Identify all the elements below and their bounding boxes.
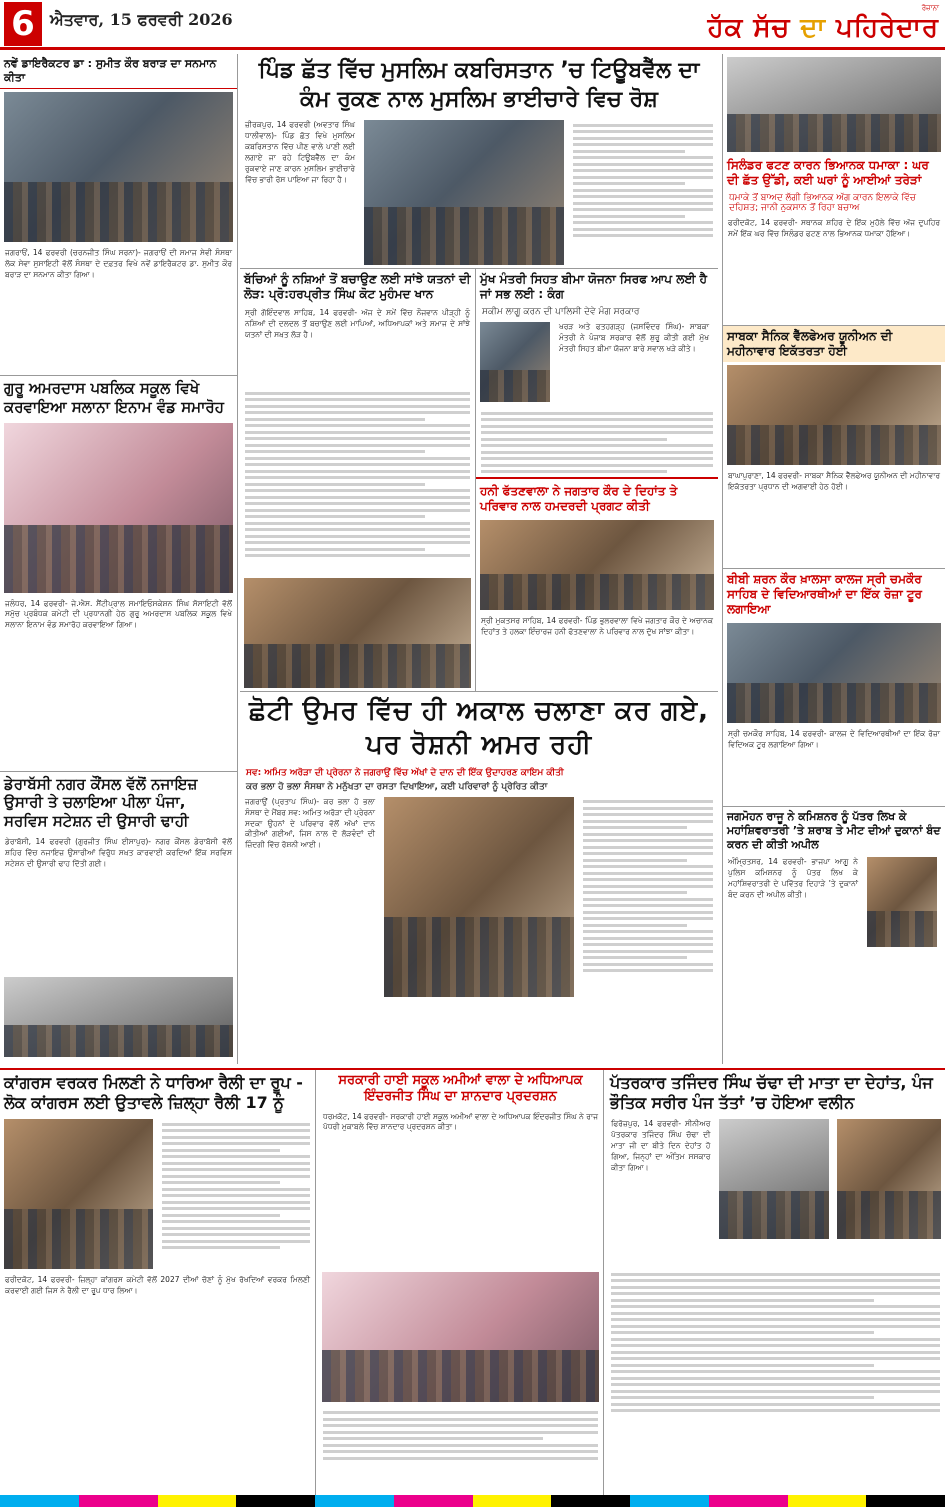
article-body: ਫਿਰੋਜ਼ਪੁਰ, 14 ਫਰਵਰੀ- ਸੀਨੀਅਰ ਪੱਤਰਕਾਰ ਤਜਿੰਦਰ ਸਿੰਘ ਚੱਢਾ ਦੀ ਮਾਤਾ ਜੀ ਦਾ ਬੀਤੇ ਦਿਨ ਦੇਹਾਂਤ ਹੋ ਗਿਆ, ਜਿਨ੍ਹਾਂ ਦਾ ਅੰਤਿਮ ਸਸਕਾਰ ਕੀਤਾ ਗਿਆ। <box>611 1119 711 1172</box>
color-swatch <box>473 1495 552 1507</box>
feature-subheadline-2: ਕਰ ਭਲਾ ਹੋ ਭਲਾ ਸੰਸਥਾ ਨੇ ਮਨੁੱਖਤਾ ਦਾ ਰਸਤਾ ਦਿਖਾਇਆ, ਕਈ ਪਰਿਵਾਰਾਂ ਨੂੰ ਪ੍ਰੇਰਿਤ ਕੀਤਾ <box>246 781 548 792</box>
article-body: ਸ੍ਰੀ ਮੁਕਤਸਰ ਸਾਹਿਬ, 14 ਫਰਵਰੀ- ਪਿੰਡ ਭੁਲਰਵਾਲਾ ਵਿਖੇ ਜਗਤਾਰ ਕੌਰ ਦੇ ਅਚਾਨਕ ਦਿਹਾਂਤ ਤੇ ਹਲਕਾ ਇੰਚਾਰਜ ਹਨੀ ਫੱਤਣਵਾਲਾ ਨੇ ਪਰਿਵਾਰ ਨਾਲ ਦੁੱਖ ਸਾਂਝਾ ਕੀਤਾ। <box>481 616 713 637</box>
article-photo-1 <box>4 1119 153 1269</box>
article-body: ਫਰੀਦਕੋਟ, 14 ਫਰਵਰੀ- ਜ਼ਿਲ੍ਹਾ ਕਾਂਗਰਸ ਕਮੇਟੀ ਵੱਲੋਂ 2027 ਦੀਆਂ ਚੋਣਾਂ ਨੂੰ ਮੁੱਖ ਰੱਖਦਿਆਂ ਵਰਕਰ ਮਿਲਣੀ ਕਰਵਾਈ ਗਈ ਜਿਸ ਨੇ ਰੈਲੀ ਦਾ ਰੂਪ ਧਾਰ ਲਿਆ। <box>5 1275 310 1295</box>
color-swatch <box>709 1495 788 1507</box>
article-teacher-performance <box>318 1070 604 1495</box>
mid-row-2 <box>240 269 718 692</box>
article-headline: ਪੱਤਰਕਾਰ ਤਜਿੰਦਰ ਸਿੰਘ ਚੱਢਾ ਦੀ ਮਾਤਾ ਦਾ ਦੇਹਾਂਤ, ਪੰਜ ਭੌਤਿਕ ਸਰੀਰ ਪੰਜ ਤੱਤਾਂ ’ਚ ਹੋਇਆ ਵਲੀਨ <box>610 1073 933 1112</box>
article-school-prize <box>0 376 237 772</box>
divider <box>476 477 718 479</box>
color-swatch <box>551 1495 630 1507</box>
article-photo <box>727 57 941 152</box>
newspaper-logo <box>708 4 939 44</box>
article-body: ਬਾਘਾਪੁਰਾਣਾ, 14 ਫਰਵਰੀ- ਸਾਬਕਾ ਸੈਨਿਕ ਵੈੱਲਫੇਅਰ ਯੂਨੀਅਨ ਦੀ ਮਹੀਨਾਵਾਰ ਇਕੱਤਰਤਾ ਪ੍ਰਧਾਨ ਦੀ ਅਗਵਾਈ ਹੇਠ ਹੋਈ। <box>728 471 940 491</box>
article-body-continued <box>240 385 475 575</box>
color-swatch <box>394 1495 473 1507</box>
article-photo <box>727 623 941 723</box>
article-body: ਡੇਰਾਬੱਸੀ, 14 ਫਰਵਰੀ (ਗੁਰਜੀਤ ਸਿੰਘ ਈਸਾਪੁਰ)- ਨਗਰ ਕੌਂਸਲ ਡੇਰਾਬੱਸੀ ਵੱਲੋਂ ਸ਼ਹਿਰ ਵਿੱਚ ਨਜਾਇਜ਼ ਉਸਾਰੀਆਂ ਵਿਰੁੱਧ ਸਖ਼ਤ ਕਾਰਵਾਈ ਕਰਦਿਆਂ ਇੱਕ ਸਰਵਿਸ ਸਟੇਸ਼ਨ ਦੀ ਉਸਾਰੀ ਢਾਹ ਦਿੱਤੀ ਗਈ। <box>5 836 232 868</box>
article-body: ਧਰਮਕੋਟ, 14 ਫਰਵਰੀ- ਸਰਕਾਰੀ ਹਾਈ ਸਕੂਲ ਅਮੀਆਂ ਵਾਲਾ ਦੇ ਅਧਿਆਪਕ ਇੰਦਰਜੀਤ ਸਿੰਘ ਨੇ ਰਾਜ ਪੱਧਰੀ ਮੁਕਾਬਲੇ ਵਿੱਚ ਸ਼ਾਨਦਾਰ ਪ੍ਰਦਰਸ਼ਨ ਕੀਤਾ। <box>323 1111 598 1132</box>
article-body: ਅੰਮ੍ਰਿਤਸਰ, 14 ਫਰਵਰੀ- ਭਾਜਪਾ ਆਗੂ ਨੇ ਪੁਲਿਸ ਕਮਿਸ਼ਨਰ ਨੂੰ ਪੱਤਰ ਲਿਖ ਕੇ ਮਹਾਂਸ਼ਿਵਰਾਤਰੀ ਦੇ ਪਵਿੱਤਰ ਦਿਹਾੜੇ ’ਤੇ ਦੁਕਾਨਾਂ ਬੰਦ ਕਰਨ ਦੀ ਅਪੀਲ ਕੀਤੀ। <box>728 857 858 899</box>
article-cylinder-blast <box>723 57 945 326</box>
lead-headline: ਪਿੰਡ ਛੱਤ ਵਿੱਚ ਮੁਸਲਿਮ ਕਬਰਿਸਤਾਨ ’ਚ ਟਿਊਬਵੈੱਲ ਦਾ ਕੰਮ ਰੁਕਣ ਨਾਲ ਮੁਸਲਿਮ ਭਾਈਚਾਰੇ ਵਿਚ ਰੋਸ਼ <box>258 58 700 112</box>
article-director-honour <box>0 54 237 376</box>
color-swatch <box>788 1495 867 1507</box>
article-photo <box>4 92 233 242</box>
logo-part-3: ਪਹਿਰੇਦਾਰ <box>836 13 939 43</box>
article-subheadline: ਧਮਾਕੇ ਤੋਂ ਬਾਅਦ ਲੱਗੀ ਭਿਆਨਕ ਅੱਗ ਕਾਰਨ ਇਲਾਕੇ ਵਿੱਚ ਦਹਿਸ਼ਤ; ਜਾਨੀ ਨੁਕਸਾਨ ਤੋਂ ਰਿਹਾ ਬਚਾਅ <box>729 193 917 213</box>
article-body-continued <box>318 1405 603 1475</box>
article-drugs-awareness <box>240 269 476 691</box>
article-headline: ਜਗਮੋਹਨ ਰਾਜੂ ਨੇ ਕਮਿਸ਼ਨਰ ਨੂੰ ਪੱਤਰ ਲਿਖ ਕੇ ਮਹਾਂਸ਼ਿਵਰਾਤਰੀ ’ਤੇ ਸ਼ਰਾਬ ਤੇ ਮੀਟ ਦੀਆਂ ਦੁਕਾਨਾਂ ਬੰਦ ਕਰਨ ਦੀ ਕੀਤੀ ਅਪੀਲ <box>727 810 941 851</box>
article-photo-bulldozer <box>4 977 233 1057</box>
color-swatch <box>315 1495 394 1507</box>
feature-photo <box>384 797 574 997</box>
article-body: ਖਰੜ ਅਤੇ ਫਤਹਗੜ੍ਹ (ਜਸਵਿੰਦਰ ਸਿੰਘ)- ਸਾਬਕਾ ਮੰਤਰੀ ਨੇ ਪੰਜਾਬ ਸਰਕਾਰ ਵੱਲੋਂ ਸ਼ੁਰੂ ਕੀਤੀ ਗਈ ਮੁੱਖ ਮੰਤਰੀ ਸਿਹਤ ਬੀਮਾ ਯੋਜਨਾ ਬਾਰੇ ਸਵਾਲ ਖੜੇ ਕੀਤੇ। <box>559 322 709 353</box>
article-illegal-construction <box>0 772 237 1057</box>
article-photo <box>4 423 233 593</box>
article-body-continued <box>476 405 718 475</box>
article-body: ਸ੍ਰੀ ਗੋਇੰਦਵਾਲ ਸਾਹਿਬ, 14 ਫਰਵਰੀ- ਅੱਜ ਦੇ ਸਮੇਂ ਵਿੱਚ ਨੌਜਵਾਨ ਪੀੜ੍ਹੀ ਨੂੰ ਨਸ਼ਿਆਂ ਦੀ ਦਲਦਲ ਤੋਂ ਬਚਾਉਣ ਲਈ ਮਾਪਿਆਂ, ਅਧਿਆਪਕਾਂ ਅਤੇ ਸਮਾਜ ਦੇ ਸਾਂਝੇ ਯਤਨਾਂ ਦੀ ਸਖ਼ਤ ਲੋੜ ਹੈ। <box>245 308 470 339</box>
lead-body: ਜ਼ੀਰਕਪੁਰ, 14 ਫਰਵਰੀ (ਅਵਤਾਰ ਸਿੰਘ ਧਾਲੀਵਾਲ)- ਪਿੰਡ ਛੱਤ ਵਿਖੇ ਮੁਸਲਿਮ ਕਬਰਿਸਤਾਨ ਵਿੱਚ ਪੀਣ ਵਾਲੇ ਪਾਣੀ ਲਈ ਲਗਾਏ ਜਾ ਰਹੇ ਟਿਊਬਵੈੱਲ ਦਾ ਕੰਮ ਰੁਕਵਾਏ ਜਾਣ ਕਾਰਨ ਮੁਸਲਿਮ ਭਾਈਚਾਰੇ ਵਿੱਚ ਭਾਰੀ ਰੋਸ ਪਾਇਆ ਜਾ ਰਿਹਾ ਹੈ। <box>245 120 355 184</box>
article-journalist-mother <box>606 1070 945 1495</box>
right-column <box>722 54 945 1064</box>
article-body: ਫਰੀਦਕੋਟ, 14 ਫਰਵਰੀ- ਸਥਾਨਕ ਸ਼ਹਿਰ ਦੇ ਇੱਕ ਮੁਹੱਲੇ ਵਿੱਚ ਅੱਜ ਦੁਪਹਿਰ ਸਮੇਂ ਇੱਕ ਘਰ ਵਿੱਚ ਸਿਲੰਡਰ ਫਟਣ ਨਾਲ ਭਿਆਨਕ ਧਮਾਕਾ ਹੋਇਆ। <box>728 218 940 238</box>
feature-body-continued <box>578 794 718 999</box>
article-headline: ਸਰਕਾਰੀ ਹਾਈ ਸਕੂਲ ਅਮੀਆਂ ਵਾਲਾ ਦੇ ਅਧਿਆਪਕ ਇੰਦਰਜੀਤ ਸਿੰਘ ਦਾ ਸ਼ਾਨਦਾਰ ਪ੍ਰਦਰਸ਼ਨ <box>338 1073 583 1105</box>
article-headline: ਬੀਬੀ ਸ਼ਰਨ ਕੌਰ ਖ਼ਾਲਸਾ ਕਾਲਜ ਸ੍ਰੀ ਚਮਕੌਰ ਸਾਹਿਬ ਦੇ ਵਿਦਿਆਰਥੀਆਂ ਦਾ ਇੱਕ ਰੋਜ਼ਾ ਟੂਰ ਲਗਾਇਆ <box>727 572 922 616</box>
article-photo-2 <box>837 1119 941 1239</box>
logo-part-1: ਹੱਕ ਸੱਚ <box>707 13 791 43</box>
article-headline: ਸਾਬਕਾ ਸੈਨਿਕ ਵੈੱਲਫੇਅਰ ਯੂਨੀਅਨ ਦੀ ਮਹੀਨਾਵਾਰ ਇਕੱਤਰਤਾ ਹੋਈ <box>723 326 945 362</box>
article-ex-servicemen <box>723 326 945 569</box>
article-body-continued <box>157 1116 316 1266</box>
portrait-photo <box>480 322 550 402</box>
article-headline: ਕਾਂਗਰਸ ਵਰਕਰ ਮਿਲਣੀ ਨੇ ਧਾਰਿਆ ਰੈਲੀ ਦਾ ਰੂਪ - ਲੋਕ ਕਾਂਗਰਸ ਲਈ ਉਤਾਵਲੇ ਜ਼ਿਲ੍ਹਾ ਰੈਲੀ 17 ਨੂੰ <box>4 1073 303 1112</box>
color-swatch <box>236 1495 315 1507</box>
article-headline: ਗੁਰੂ ਅਮਰਦਾਸ ਪਬਲਿਕ ਸਕੂਲ ਵਿਖੇ ਕਰਵਾਇਆ ਸਲਾਨਾ ਇਨਾਮ ਵੰਡ ਸਮਾਰੋਹ <box>4 379 224 416</box>
issue-date: ਐਤਵਾਰ, 15 ਫਰਵਰੀ 2026 <box>50 10 233 29</box>
article-body: ਸ੍ਰੀ ਚਮਕੌਰ ਸਾਹਿਬ, 14 ਫਰਵਰੀ- ਕਾਲਜ ਦੇ ਵਿਦਿਆਰਥੀਆਂ ਦਾ ਇੱਕ ਰੋਜ਼ਾ ਵਿਦਿਅਕ ਟੂਰ ਲਗਾਇਆ ਗਿਆ। <box>728 729 940 749</box>
color-swatch <box>158 1495 237 1507</box>
bottom-band <box>0 1068 945 1493</box>
print-color-bar <box>0 1495 945 1507</box>
article-subheadline: ਸਕੀਮ ਲਾਗੂ ਕਰਨ ਦੀ ਪਾਲਿਸੀ ਦੇਵੇ ਮੰਗ ਸਰਕਾਰ <box>482 307 640 318</box>
middle-column <box>240 54 718 1064</box>
lead-body-continued <box>568 117 718 267</box>
logo-wordmark <box>708 13 939 44</box>
article-photo <box>244 578 471 688</box>
portrait-photo <box>867 857 937 947</box>
article-eye-donation <box>240 692 718 1000</box>
article-headline: ਡੇਰਾਬੱਸੀ ਨਗਰ ਕੌਂਸਲ ਵੱਲੋਂ ਨਜਾਇਜ਼ ਉਸਾਰੀ ਤੇ ਚਲਾਇਆ ਪੀਲਾ ਪੰਜਾ, ਸਰਵਿਸ ਸਟੇਸ਼ਨ ਦੀ ਉਸਾਰੀ ਢਾਹੀ <box>4 774 198 830</box>
page-number: 6 <box>4 2 42 46</box>
article-body: ਜਲੰਧਰ, 14 ਫਰਵਰੀ- ਜੇ.ਐਸ. ਸੈਂਟੀਪ੍ਰਾਲ ਸਮਾਇਓਸਕੇਸ਼ਨ ਸਿੰਘ ਸੋਸਾਇਟੀ ਵੱਲੋਂ ਸਮੁੱਚ ਪ੍ਰਬੰਧਕ ਕਮੇਟੀ ਦੀ ਪ੍ਰਧਾਨਗੀ ਹੇਠ ਗੁਰੂ ਅਮਰਦਾਸ ਪਬਲਿਕ ਸਕੂਲ ਵਿਖੇ ਸਲਾਨਾ ਇਨਾਮ ਵੰਡ ਸਮਾਰੋਹ ਕਰਵਾਇਆ ਗਿਆ। <box>5 598 232 630</box>
color-swatch <box>79 1495 158 1507</box>
article-shivratri-appeal <box>723 807 945 974</box>
article-congress-rally <box>0 1070 316 1495</box>
logo-part-2: ਦਾ <box>800 13 826 43</box>
article-photo-1 <box>719 1119 828 1239</box>
left-column <box>0 54 238 1064</box>
color-swatch <box>630 1495 709 1507</box>
article-kicker: ਨਵੇਂ ਡਾਇਰੈਕਟਰ ਡਾ : ਸੁਮੀਤ ਕੌਰ ਬਰਾੜ ਦਾ ਸਨਮਾਨ ਕੀਤਾ <box>0 54 237 89</box>
article-photo <box>322 1272 599 1402</box>
color-swatch <box>0 1495 79 1507</box>
article-lead-tubewell <box>240 54 718 269</box>
article-photo <box>480 520 714 610</box>
feature-body: ਜਗਰਾਉਂ (ਪ੍ਰਤਾਪ ਸਿੰਘ)- ਕਰ ਭਲਾ ਹੋ ਭਲਾ ਸੰਸਥਾ ਦੇ ਮੈਂਬਰ ਸਵ: ਅਮਿਤ ਅਰੋੜਾ ਦੀ ਪ੍ਰੇਰਨਾ ਸਦਕਾ ਉਹਨਾਂ ਦੇ ਪਰਿਵਾਰ ਵੱਲੋਂ ਅੱਖਾਂ ਦਾਨ ਕੀਤੀਆਂ ਗਈਆਂ, ਜਿਸ ਨਾਲ ਦੋ ਲੋੜਵੰਦਾਂ ਦੀ ਜ਼ਿੰਦਗੀ ਵਿੱਚ ਰੋਸ਼ਨੀ ਆਈ। <box>245 796 375 850</box>
logo-tagline: ਰੋਜ਼ਾਨਾ <box>921 4 939 12</box>
article-body: ਜਗਰਾਓਂ, 14 ਫਰਵਰੀ (ਚਰਨਜੀਤ ਸਿੰਘ ਸਰਨਾ)- ਜਗਰਾਓਂ ਦੀ ਸਮਾਜ ਸੇਵੀ ਸੰਸਥਾ ਲੋਕ ਸੇਵਾ ਸੁਸਾਇਟੀ ਵੱਲੋਂ ਸੰਸਥਾ ਦੇ ਦਫ਼ਤਰ ਵਿਖੇ ਨਵੇਂ ਡਾਇਰੈਕਟਰ ਡਾ. ਸੁਮੀਤ ਕੌਰ ਬਰਾੜ ਦਾ ਸਨਮਾਨ ਕੀਤਾ ਗਿਆ। <box>5 248 232 279</box>
lead-photo <box>364 120 564 265</box>
article-headline: ਸਿਲੰਡਰ ਫਟਣ ਕਾਰਨ ਭਿਆਨਕ ਧਮਾਕਾ : ਘਰ ਦੀ ਛੱਤ ਉੱਡੀ, ਕਈ ਘਰਾਂ ਨੂੰ ਆਈਆਂ ਤਰੇੜਾਂ <box>727 158 929 187</box>
article-health-scheme <box>476 269 718 691</box>
feature-subheadline-1: ਸਵ: ਅਮਿਤ ਅਰੋੜਾ ਦੀ ਪ੍ਰੇਰਨਾ ਨੇ ਜਗਰਾਉਂ ਵਿੱਚ ਅੱਖਾਂ ਦੇ ਦਾਨ ਦੀ ਇੱਕ ਉਦਾਹਰਣ ਕਾਇਮ ਕੀਤੀ <box>246 767 564 778</box>
article-photo <box>727 365 941 465</box>
feature-headline: ਛੋਟੀ ਉਮਰ ਵਿੱਚ ਹੀ ਅਕਾਲ ਚਲਾਣਾ ਕਰ ਗਏ, ਪਰ ਰੋਸ਼ਨੀ ਅਮਰ ਰਹੀ <box>248 696 709 760</box>
masthead <box>0 0 945 50</box>
article-headline: ਬੱਚਿਆਂ ਨੂੰ ਨਸ਼ਿਆਂ ਤੋਂ ਬਚਾਉਣ ਲਈ ਸਾਂਝੇ ਯਤਨਾਂ ਦੀ ਲੋੜ: ਪ੍ਰੋ:ਹਰਪ੍ਰੀਤ ਸਿੰਘ ਕੋਟ ਮੁਹੰਮਦ ਖਾਨ <box>244 272 471 302</box>
article-body-continued <box>606 1266 945 1436</box>
article-headline: ਮੁੱਖ ਮੰਤਰੀ ਸਿਹਤ ਬੀਮਾ ਯੋਜਨਾ ਸਿਰਫ ਆਪ ਲਈ ਹੈ ਜਾਂ ਸਭ ਲਈ : ਕੰਗ <box>480 272 708 302</box>
article-headline: ਹਨੀ ਫੱਤਣਵਾਲਾ ਨੇ ਜਗਤਾਰ ਕੌਰ ਦੇ ਦਿਹਾਂਤ ਤੇ ਪਰਿਵਾਰ ਨਾਲ ਹਮਦਰਦੀ ਪ੍ਰਗਟ ਕੀਤੀ <box>480 484 678 514</box>
article-college-tour <box>723 569 945 807</box>
color-swatch <box>866 1495 945 1507</box>
